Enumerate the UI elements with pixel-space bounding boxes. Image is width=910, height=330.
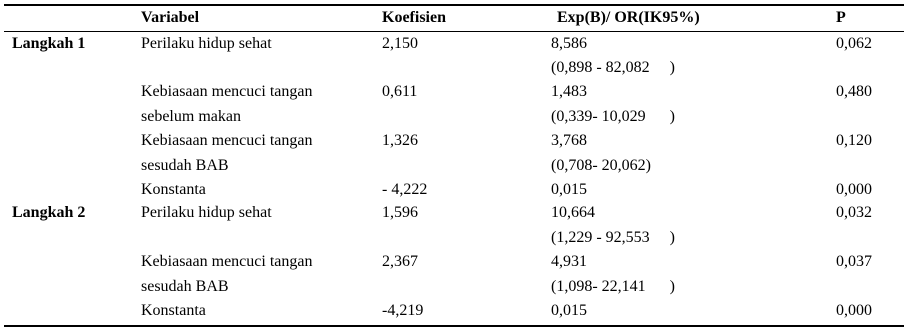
variable-cell: Kebiasaan mencuci tangan <box>141 83 313 100</box>
exp-b-cell: 1,483 <box>551 83 587 100</box>
exp-b-cell: (0,339- 10,029 ) <box>551 108 675 125</box>
header-p: P <box>836 9 846 26</box>
header-rule <box>4 31 904 32</box>
coefficient-cell: 2,150 <box>382 35 418 52</box>
variable-cell: Perilaku hidup sehat <box>141 204 272 221</box>
exp-b-cell: 0,015 <box>551 302 587 319</box>
exp-b-cell: 0,015 <box>551 181 587 198</box>
exp-b-cell: 4,931 <box>551 253 587 270</box>
exp-b-cell: (0,708- 20,062) <box>551 157 651 174</box>
step-cell: Langkah 2 <box>12 204 86 221</box>
variable-cell: sesudah BAB <box>141 157 229 174</box>
step-cell: Langkah 1 <box>12 35 86 52</box>
variable-cell: Konstanta <box>141 302 206 319</box>
p-value-cell: 0,000 <box>836 181 872 198</box>
variable-cell: Kebiasaan mencuci tangan <box>141 132 313 149</box>
table-bottom-rule <box>4 325 904 327</box>
exp-b-cell: (1,229 - 92,553 ) <box>551 229 675 246</box>
p-value-cell: 0,480 <box>836 83 872 100</box>
header-variable: Variabel <box>141 9 200 26</box>
p-value-cell: 0,000 <box>836 302 872 319</box>
variable-cell: sebelum makan <box>141 108 241 125</box>
exp-b-cell: 8,586 <box>551 35 587 52</box>
p-value-cell: 0,032 <box>836 204 872 221</box>
variable-cell: Konstanta <box>141 181 206 198</box>
exp-b-cell: 3,768 <box>551 132 587 149</box>
variable-cell: Perilaku hidup sehat <box>141 35 272 52</box>
coefficient-cell: 2,367 <box>382 253 418 270</box>
table-top-rule <box>4 4 904 6</box>
p-value-cell: 0,062 <box>836 35 872 52</box>
header-coefficient: Koefisien <box>382 9 446 26</box>
exp-b-cell: (0,898 - 82,082 ) <box>551 59 675 76</box>
p-value-cell: 0,120 <box>836 132 872 149</box>
coefficient-cell: 0,611 <box>382 83 418 100</box>
exp-b-cell: (1,098- 22,141 ) <box>551 278 675 295</box>
coefficient-cell: - 4,222 <box>382 181 428 198</box>
coefficient-cell: 1,326 <box>382 132 418 149</box>
p-value-cell: 0,037 <box>836 253 872 270</box>
coefficient-cell: -4,219 <box>382 302 424 319</box>
coefficient-cell: 1,596 <box>382 204 418 221</box>
exp-b-cell: 10,664 <box>551 204 595 221</box>
variable-cell: sesudah BAB <box>141 278 229 295</box>
header-exp-b: Exp(B)/ OR(IK95%) <box>557 9 700 26</box>
variable-cell: Kebiasaan mencuci tangan <box>141 253 313 270</box>
